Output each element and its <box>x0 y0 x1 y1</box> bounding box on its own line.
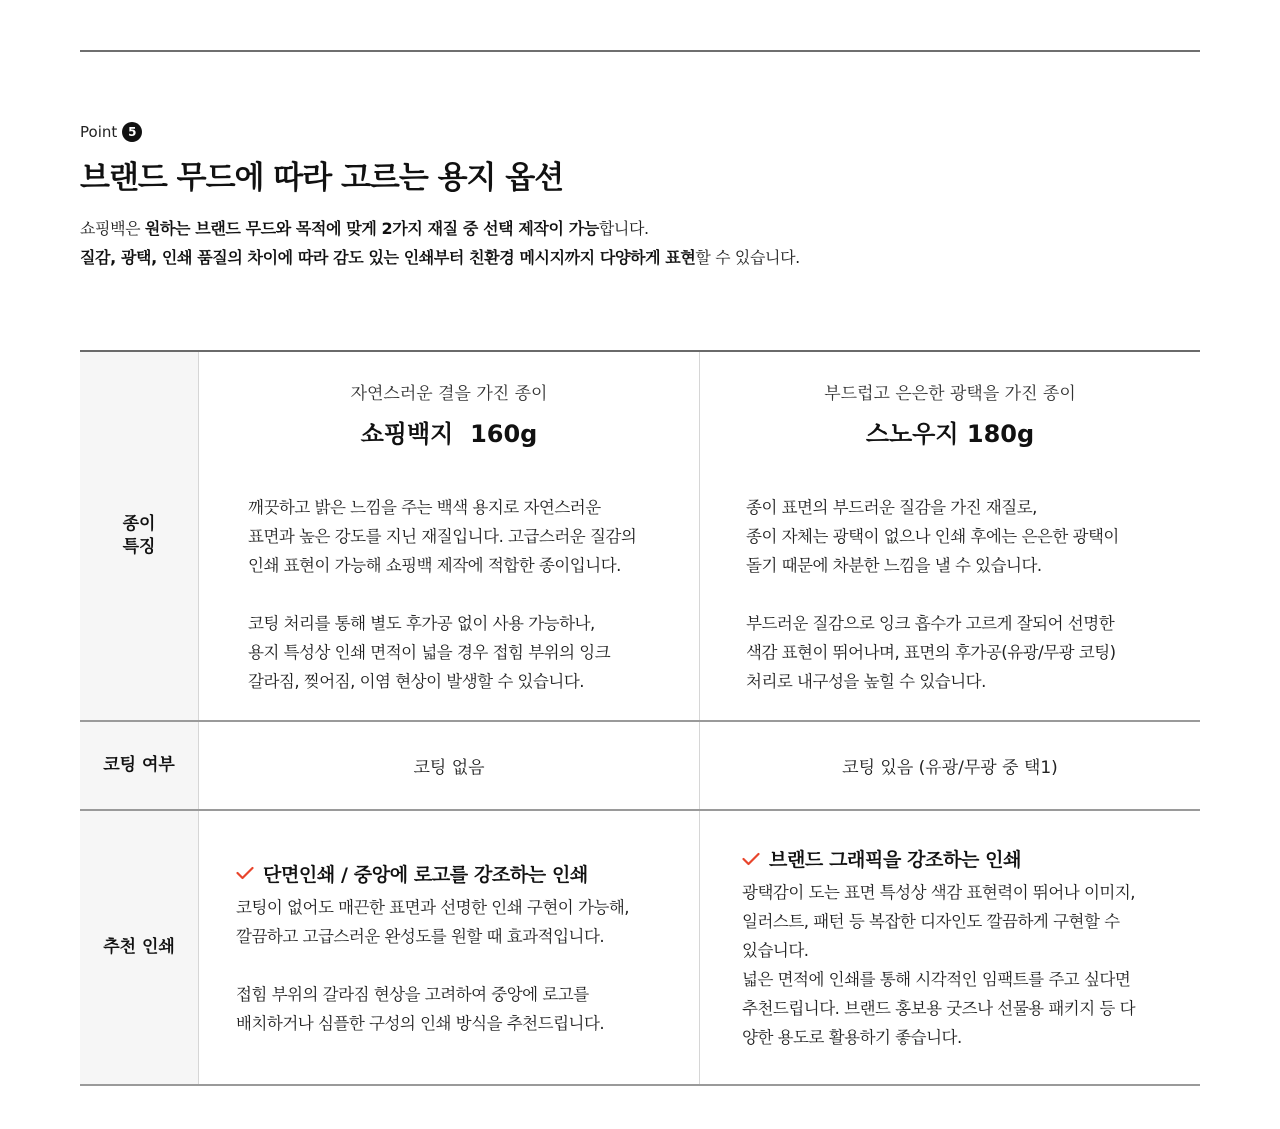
row-head-recommend: 추천 인쇄 <box>80 810 199 1085</box>
paper2-features-cell <box>700 351 1201 721</box>
paper2-desc-paragraph-1 <box>746 493 1200 580</box>
text-line: 종이 자체는 광택이 없으나 인쇄 후에는 은은한 광택이 <box>746 526 1119 546</box>
text-line: 추천드립니다. 브랜드 홍보용 굿즈나 선물용 패키지 등 다 <box>742 999 1136 1018</box>
top-divider <box>80 50 1200 52</box>
paper1-desc-paragraph-1 <box>248 493 699 580</box>
intro-line-1 <box>80 214 800 243</box>
point-number-badge: 5 <box>122 122 142 142</box>
paper1-recommend-cell <box>199 810 700 1085</box>
intro-line-2 <box>80 243 800 272</box>
paper2-coating-cell <box>700 721 1201 810</box>
paper2-description <box>700 493 1200 696</box>
check-icon <box>236 866 254 880</box>
row-head-features <box>80 351 199 721</box>
paper1-recommend-paragraph-1 <box>236 893 699 951</box>
paper1-recommend-paragraph-2 <box>236 980 699 1038</box>
paper2-subtitle: 부드럽고 은은한 광택을 가진 종이 <box>824 383 1076 404</box>
paper2-desc-paragraph-2 <box>746 609 1200 696</box>
text-line: 깨끗하고 밝은 느낌을 주는 백색 용지로 자연스러운 <box>248 497 601 517</box>
point-label <box>80 122 142 142</box>
paper1-name: 쇼핑백지 160g <box>360 419 538 448</box>
paper2-recommend <box>700 843 1200 1052</box>
intro-text <box>80 214 800 272</box>
text-line: 표면과 높은 강도를 지닌 재질입니다. 고급스러운 질감의 <box>248 526 637 546</box>
paper2-recommend-title <box>742 845 1200 872</box>
page-title: 브랜드 무드에 따라 고르는 용지 옵션 <box>80 160 564 196</box>
check-icon <box>742 852 760 866</box>
paper1-recommend <box>199 858 699 1038</box>
intro-emphasis: 원하는 브랜드 무드와 목적에 맞게 2가지 재질 중 선택 제작이 가능 <box>144 219 599 238</box>
intro-emphasis: 질감, 광택, 인쇄 품질의 차이에 따라 감도 있는 인쇄부터 친환경 메시지까지 다양하게 표현 <box>80 248 696 267</box>
paper1-recommend-title-text: 단면인쇄 / 중앙에 로고를 강조하는 인쇄 <box>263 863 588 886</box>
paper2-recommend-paragraph-1 <box>742 878 1200 1052</box>
paper-spec-table <box>80 350 1200 1086</box>
table-row-recommend <box>80 810 1200 1085</box>
paper2-coating: 코팅 있음 (유광/무광 중 택1) <box>842 758 1058 778</box>
text-line: 접힘 부위의 갈라짐 현상을 고려하여 중앙에 로고를 <box>236 984 589 1004</box>
table-row-features <box>80 351 1200 721</box>
text-line: 광택감이 도는 표면 특성상 색감 표현력이 뛰어나 이미지, <box>742 883 1136 902</box>
text-line: 코팅 처리를 통해 별도 후가공 없이 사용 가능하나, <box>248 613 595 633</box>
paper2-recommend-body <box>742 878 1200 1052</box>
text-line: 있습니다. <box>742 941 809 960</box>
text-line: 종이 표면의 부드러운 질감을 가진 재질로, <box>746 497 1037 517</box>
row-head-features-line1: 종이 <box>122 514 156 534</box>
paper1-coating-cell <box>199 721 700 810</box>
text-line: 넓은 면적에 인쇄를 통해 시각적인 임팩트를 주고 싶다면 <box>742 970 1131 989</box>
paper2-recommend-cell <box>700 810 1201 1085</box>
text-line: 갈라짐, 찢어짐, 이염 현상이 발생할 수 있습니다. <box>248 671 585 691</box>
paper2-name: 스노우지 180g <box>865 419 1035 448</box>
paper1-desc-paragraph-2 <box>248 609 699 696</box>
text-line: 돌기 때문에 차분한 느낌을 낼 수 있습니다. <box>746 555 1042 575</box>
intro-text-segment: 할 수 있습니다. <box>695 248 800 267</box>
point-text: Point <box>80 123 118 141</box>
intro-text-segment: 쇼핑백은 <box>80 219 145 238</box>
row-head-features-line2: 특징 <box>122 537 156 557</box>
text-line: 일러스트, 패턴 등 복잡한 디자인도 깔끔하게 구현할 수 <box>742 912 1120 931</box>
text-line: 용지 특성상 인쇄 면적이 넓을 경우 접힘 부위의 잉크 <box>248 642 611 662</box>
paper1-coating: 코팅 없음 <box>413 758 485 778</box>
text-line: 부드러운 질감으로 잉크 흡수가 고르게 잘되어 선명한 <box>746 613 1115 633</box>
text-line: 배치하거나 심플한 구성의 인쇄 방식을 추천드립니다. <box>236 1013 605 1033</box>
text-line: 코팅이 없어도 매끈한 표면과 선명한 인쇄 구현이 가능해, <box>236 897 630 917</box>
paper1-recommend-title <box>236 860 699 887</box>
text-line: 색감 표현이 뛰어나며, 표면의 후가공(유광/무광 코팅) <box>746 642 1116 662</box>
intro-text-segment: 합니다. <box>598 219 649 238</box>
text-line: 깔끔하고 고급스러운 완성도를 원할 때 효과적입니다. <box>236 926 605 946</box>
paper2-recommend-title-text: 브랜드 그래픽을 강조하는 인쇄 <box>769 849 1022 871</box>
text-line: 인쇄 표현이 가능해 쇼핑백 제작에 적합한 종이입니다. <box>248 555 621 575</box>
paper1-recommend-body <box>236 893 699 1038</box>
row-head-coating: 코팅 여부 <box>80 721 199 810</box>
paper1-subtitle: 자연스러운 결을 가진 종이 <box>350 383 548 404</box>
table-row-coating <box>80 721 1200 810</box>
paper1-features-cell <box>199 351 700 721</box>
paper1-description <box>199 493 699 696</box>
text-line: 처리로 내구성을 높힐 수 있습니다. <box>746 671 986 691</box>
text-line: 양한 용도로 활용하기 좋습니다. <box>742 1028 962 1047</box>
